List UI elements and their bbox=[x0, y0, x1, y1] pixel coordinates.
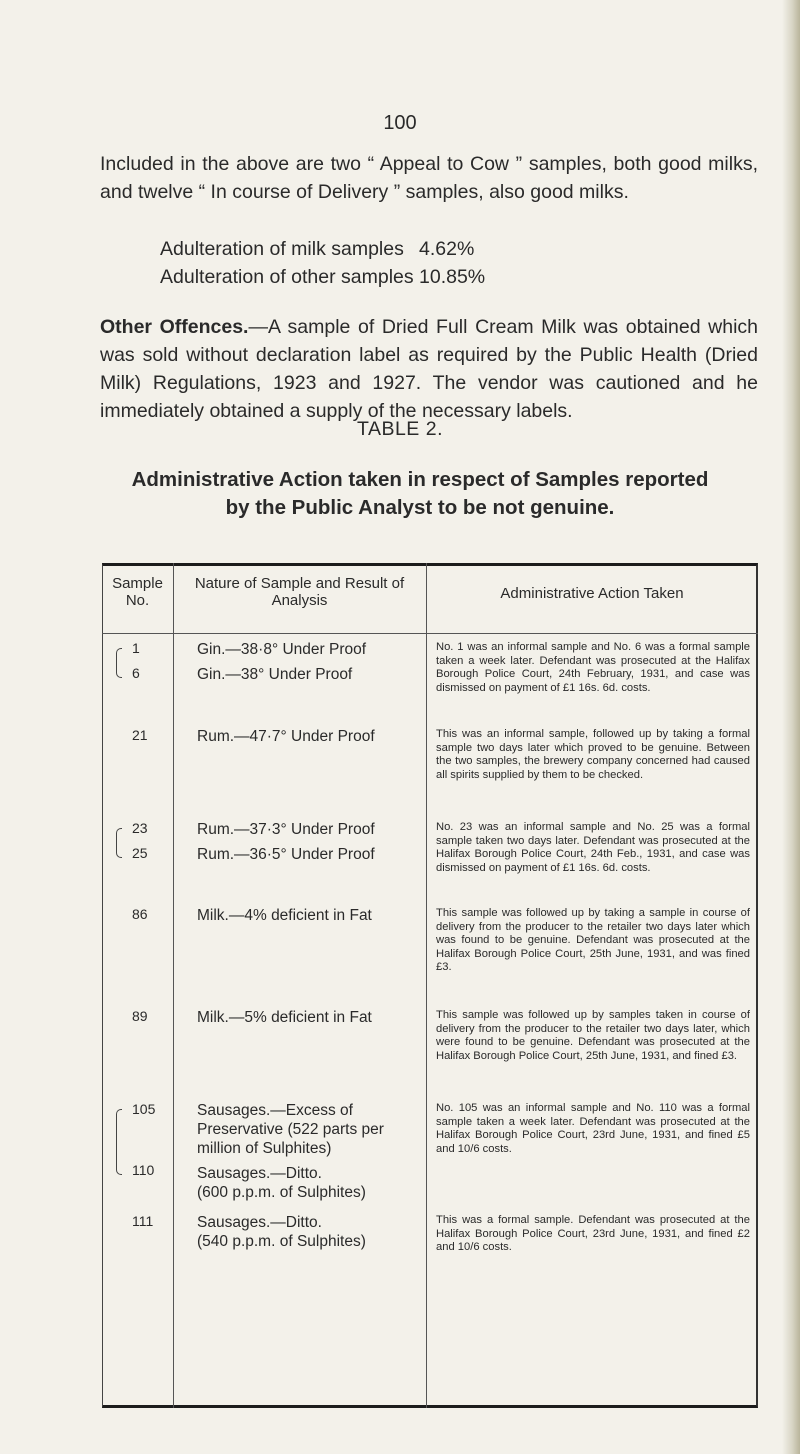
nature-line: Rum.—47·7° Under Proof bbox=[197, 728, 375, 745]
nature-line: Sausages.—Ditto. bbox=[197, 1214, 322, 1231]
other-offences-paragraph bbox=[100, 313, 758, 425]
nature-cell bbox=[197, 640, 427, 684]
nature-line: Milk.—5% deficient in Fat bbox=[197, 1009, 372, 1026]
sample-number: 23 bbox=[132, 820, 148, 836]
action-cell: This was an informal sample, followed up by taking a formal sample two days later which proved to be genuine. Between the two samples, the brewery company concerned had caused all spirits supplied by them to be checked. bbox=[436, 728, 750, 781]
table-heading bbox=[80, 466, 760, 522]
sample-number: 6 bbox=[132, 665, 140, 681]
table-title: TABLE 2. bbox=[356, 418, 443, 440]
nature-line: Sausages.—Ditto. bbox=[197, 1165, 322, 1182]
action-cell: No. 1 was an informal sample and No. 6 was a formal sample taken a week later. Defendant was prosecuted at the Halifax Borough Police Court, 24th February, 1931, and case was dismissed on payment of £1 16s. 6d. costs. bbox=[436, 641, 750, 694]
header-rule bbox=[426, 633, 758, 634]
other-offences-text: —A sample of Dried Full Cream Milk was obtained which was sold without declaration label as required by the Public Health (Dried Milk) Regulations, 1923 and 1927. The vendor was cautioned and he immediately obtained a supply of the necessary labels. bbox=[100, 316, 758, 422]
nature-line: (540 p.p.m. of Sulphites) bbox=[197, 1233, 366, 1250]
nature-line: (600 p.p.m. of Sulphites) bbox=[197, 1184, 366, 1201]
action-cell: This sample was followed up by taking a sample in course of delivery from the producer to the retailer two days later which was found to be genuine. Defendant was prosecuted at the Halifax Borough Police Court, 25th June, 1931, and was fined £3. bbox=[436, 907, 750, 974]
nature-cell bbox=[197, 1008, 427, 1027]
page-number: 100 bbox=[383, 112, 417, 134]
column-header-sample-no: Sample No. bbox=[112, 575, 163, 609]
nature-cell bbox=[197, 1101, 427, 1202]
nature-line: Gin.—38·8° Under Proof bbox=[197, 641, 367, 658]
sample-number: 21 bbox=[132, 727, 148, 743]
stat-label: Adulteration of other samples bbox=[160, 266, 414, 288]
table-heading-line-2: by the Public Analyst to be not genuine. bbox=[225, 496, 615, 519]
intro-paragraph bbox=[100, 150, 758, 206]
nature-line: Milk.—4% deficient in Fat bbox=[197, 907, 372, 924]
sample-number: 111 bbox=[132, 1213, 154, 1229]
column-divider bbox=[173, 563, 174, 1408]
nature-cell bbox=[197, 727, 427, 746]
table-heading-line-1: Administrative Action taken in respect of Samples reported bbox=[131, 468, 709, 491]
brace-mark bbox=[116, 648, 122, 678]
action-cell: This sample was followed up by samples taken in course of delivery from the producer to the retailer two days later, which were found to be genuine. Defendant was prosecuted at the Halifax Borough Police Court, 25th June, 1931, and fined £3. bbox=[436, 1009, 750, 1062]
stat-value: 4.62% bbox=[419, 238, 475, 260]
nature-cell bbox=[197, 906, 427, 925]
sample-number: 105 bbox=[132, 1101, 156, 1117]
nature-line: Rum.—37·3° Under Proof bbox=[197, 821, 375, 838]
action-cell: No. 23 was an informal sample and No. 25 was a formal sample taken two days later. Defendant was prosecuted at the Halifax Borough Police Court, 24th Feb., 1931, and case was dismissed on payment of £1 16s. 6d. costs. bbox=[436, 821, 750, 874]
nature-cell bbox=[197, 1213, 427, 1251]
brace-mark bbox=[116, 828, 122, 858]
action-cell: No. 105 was an informal sample and No. 110 was a formal sample taken a week later. Defendant was prosecuted at the Halifax Borough Police Court, 23rd June, 1931, and fined £5 and 10/6 costs. bbox=[436, 1102, 750, 1155]
brace-mark bbox=[116, 1109, 122, 1175]
stat-label: Adulteration of milk samples bbox=[160, 238, 404, 260]
action-cell: This was a formal sample. Defendant was prosecuted at the Halifax Borough Police Court, 23rd June, 1931, and fined £2 and 10/6 costs. bbox=[436, 1214, 750, 1254]
header-rule bbox=[102, 633, 173, 634]
nature-line: Gin.—38° Under Proof bbox=[197, 666, 353, 683]
sample-number: 1 bbox=[132, 640, 140, 656]
column-header-action: Administrative Action Taken bbox=[500, 585, 684, 602]
nature-line: Rum.—36·5° Under Proof bbox=[197, 846, 375, 863]
other-offences-heading: Other Offences. bbox=[100, 316, 249, 338]
sample-number: 110 bbox=[132, 1162, 155, 1178]
stat-value: 10.85% bbox=[419, 266, 486, 288]
intro-text: Included in the above are two “ Appeal to Cow ” samples, both good milks, and twelve “ In course of Delivery ” samples, also good milks. bbox=[100, 153, 758, 203]
nature-cell bbox=[197, 820, 427, 864]
nature-line: Sausages.—Excess of Preservative (522 parts per million of Sulphites) bbox=[197, 1102, 384, 1157]
header-rule bbox=[173, 633, 426, 634]
column-divider bbox=[426, 563, 427, 1408]
sample-number: 86 bbox=[132, 906, 148, 922]
sample-number: 25 bbox=[132, 845, 148, 861]
column-header-nature: Nature of Sample and Result of Analysis bbox=[194, 575, 405, 609]
sample-number: 89 bbox=[132, 1008, 148, 1024]
page-edge-shadow bbox=[782, 0, 800, 1454]
